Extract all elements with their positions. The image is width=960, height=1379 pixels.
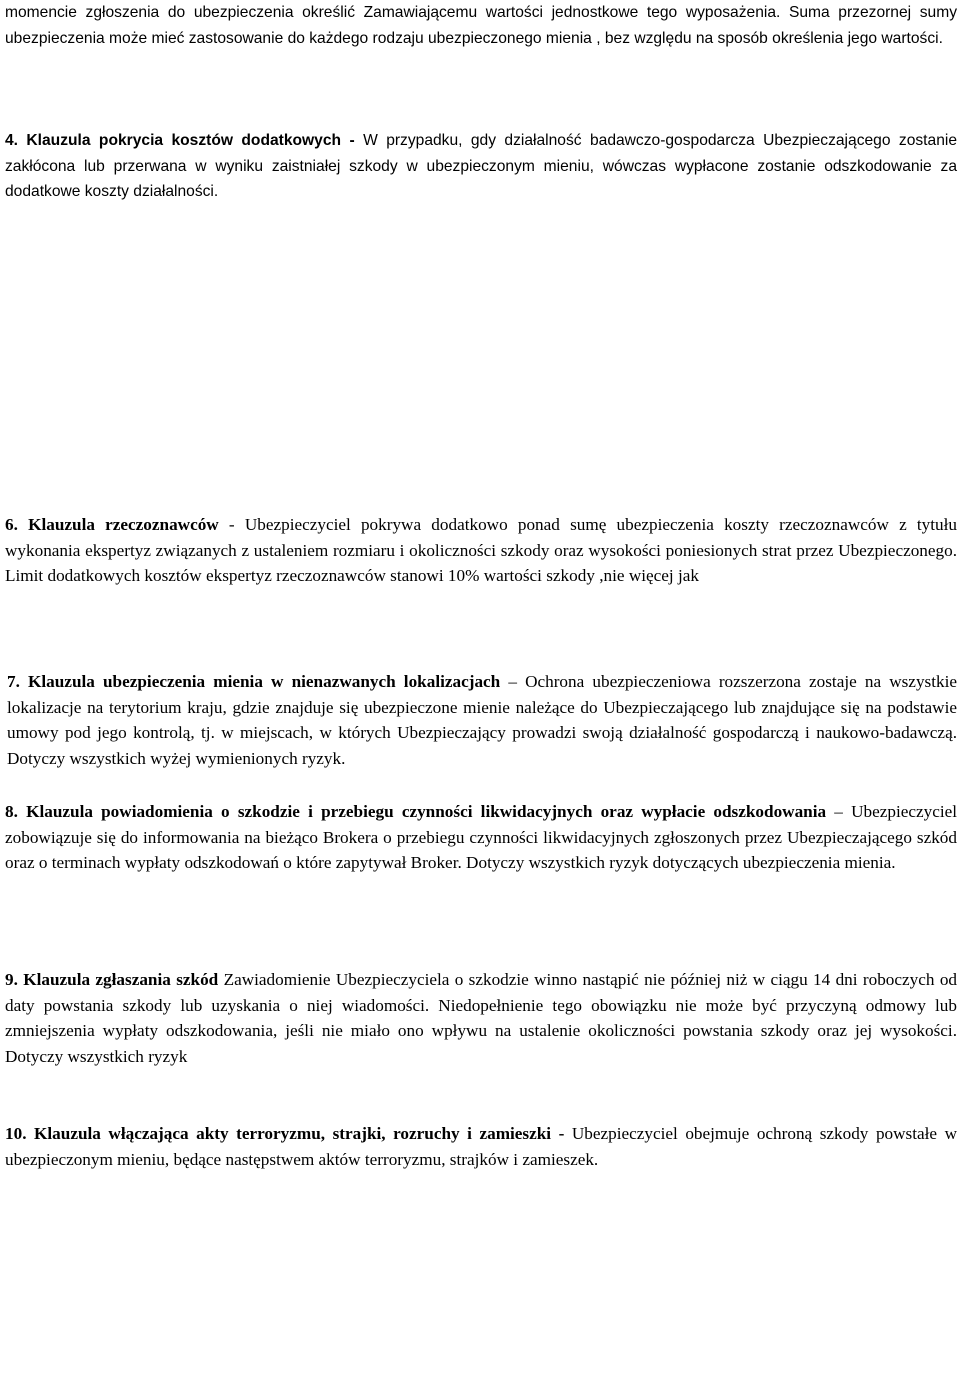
clause-4-heading: 4. Klauzula pokrycia kosztów dodatkowych - [5, 132, 355, 149]
clause-8-heading: 9. Klauzula zgłaszania szkód [5, 970, 219, 989]
intro-paragraph [5, 0, 957, 51]
text-segment: – Ochrona ubezpieczeniowa rozszerzona zostaje na wszystkie lokalizacje na terytorium kraju, gdzie znajduje się ubezpieczone mienie należące do Ubezpieczającego lub znajdujące się na podstawie umowy pod jego kontrolą, tj. w miejscach, w których Ubezpieczający prowadzi swoją działalność gospodarczą i naukowo-badawczą. Dotyczy wszystkich wyżej wymienionych ryzyk. [7, 672, 957, 768]
clause-8-paragraph [5, 967, 957, 1069]
clause-5-paragraph [5, 512, 957, 589]
clause-6-paragraph [7, 669, 957, 771]
text-segment: – Ubezpieczyciel zobowiązuje się do informowania na bieżąco Brokera o przebiegu czynności likwidacyjnych zgłoszonych przez Ubezpieczającego szkód oraz o terminach wypłaty odszkodowań o które zapytywał Broker. Dotyczy wszystkich ryzyk dotyczących ubezpieczenia mienia. [5, 802, 958, 873]
clause-9-paragraph [5, 1121, 957, 1172]
text-segment: momencie zgłoszenia do ubezpieczenia określić Zamawiającemu wartości jednostkowe tego wyposażenia. Suma przezornej sumy ubezpieczenia może mieć zastosowanie do każdego rodzaju ubezpieczonego mienia , bez względu na sposób określenia jego wartości. [5, 4, 957, 47]
clause-4-paragraph [5, 128, 957, 205]
clause-6-heading: 7. Klauzula ubezpieczenia mienia w nienazwanych lokalizacjach [7, 672, 501, 691]
text-segment: Ubezpieczyciel obejmuje ochroną szkody powstałe w ubezpieczonym mieniu, będące następstwem aktów terroryzmu, strajków i zamieszek. [5, 1124, 957, 1169]
text-segment: Zawiadomienie Ubezpieczyciela o szkodzie winno nastąpić nie później niż w ciągu 14 dni roboczych od daty powstania szkody lub uzyskania o niej wiadomości. Niedopełnienie tego obowiązku nie może być przyczyną odmowy lub zmniejszenia wypłaty odszkodowania, jeśli nie miało ono wpływu na ustalenie okoliczności powstania szkody oraz jej wysokości. Dotyczy wszystkich ryzyk [5, 970, 958, 1066]
clause-5-heading: 6. Klauzula rzeczoznawców [5, 515, 219, 534]
clause-7-paragraph [5, 799, 957, 876]
clause-9-heading: 10. Klauzula włączająca akty terroryzmu, strajki, rozruchy i zamieszki - [5, 1124, 565, 1143]
clause-7-heading: 8. Klauzula powiadomienia o szkodzie i przebiegu czynności likwidacyjnych oraz wypłacie odszkodowania [5, 802, 827, 821]
text-segment: - Ubezpieczyciel pokrywa dodatkowo ponad sumę ubezpieczenia koszty rzeczoznawców z tytułu wykonania ekspertyz związanych z ustaleniem rozmiaru i okoliczności szkody oraz wysokości poniesionych strat przez Ubezpieczonego. Limit dodatkowych kosztów ekspertyz rzeczoznawców stanowi 10% wartości szkody ,nie więcej jak [5, 515, 957, 586]
text-segment: W przypadku, gdy działalność badawczo-gospodarcza Ubezpieczającego zostanie zakłócona lub przerwana w wyniku zaistniałej szkody w ubezpieczonym mieniu, wówczas wypłacone zostanie odszkodowanie za dodatkowe koszty działalności. [5, 132, 957, 201]
